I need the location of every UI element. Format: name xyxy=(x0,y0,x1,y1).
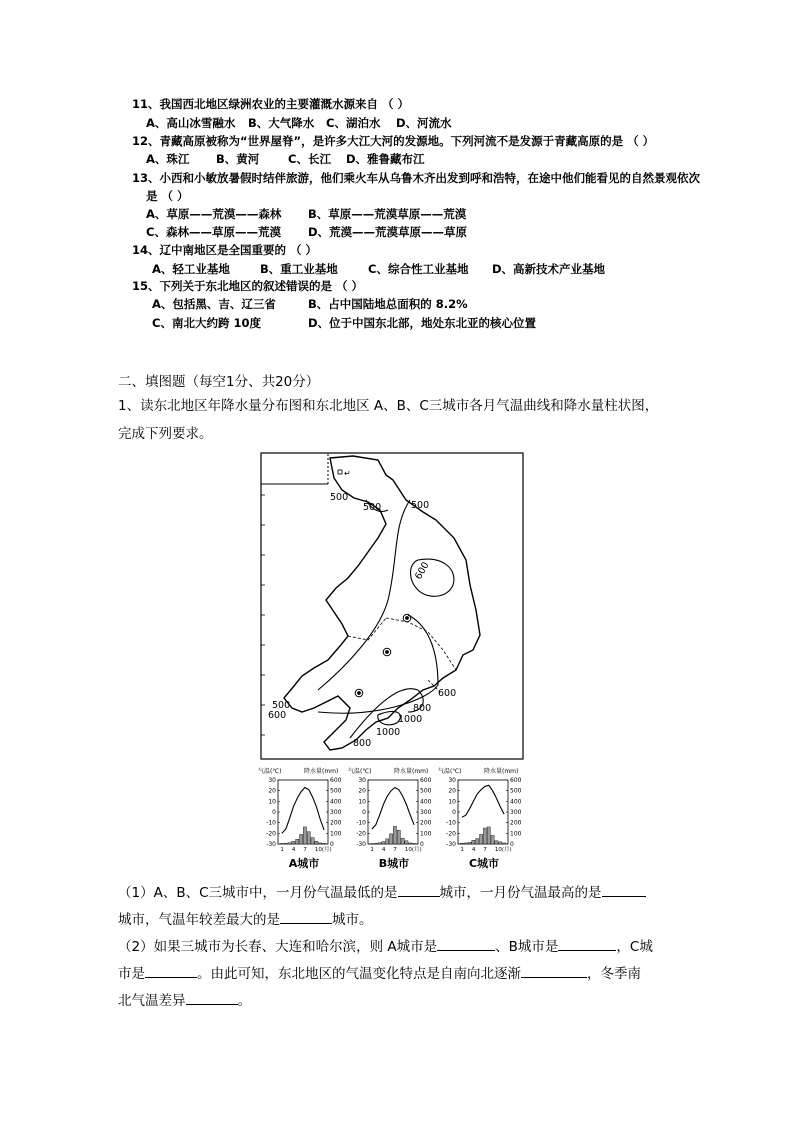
text: 。由此可知，东北地区的气温变化特点是自南向北逐渐 xyxy=(197,966,521,982)
isoline-label: 500 xyxy=(330,492,349,503)
answer-blank[interactable] xyxy=(602,882,646,897)
precipitation-bar xyxy=(319,843,322,844)
precipitation-bar xyxy=(389,834,392,844)
precipitation-bar xyxy=(315,841,318,844)
month-tick-label: 10(月) xyxy=(404,847,422,853)
text: 北气温差异 xyxy=(118,993,186,1009)
answer-blank[interactable] xyxy=(521,963,587,978)
option: C、综合性工业基地 xyxy=(368,262,469,276)
precipitation-axis-title: 降水量(mm) xyxy=(304,768,339,775)
city-label: C城市 xyxy=(468,857,500,870)
isoline-label: 800 xyxy=(413,703,432,714)
precipitation-tick-label: 400 xyxy=(510,798,522,806)
climate-chart xyxy=(438,766,528,872)
temperature-tick-label: -30 xyxy=(266,841,276,848)
precipitation-bar xyxy=(386,839,389,844)
precipitation-tick-label: 200 xyxy=(510,819,522,827)
option: C、长江 xyxy=(288,152,331,166)
precipitation-bar xyxy=(311,838,314,844)
temperature-tick-label: 0 xyxy=(362,809,366,816)
precipitation-bar xyxy=(303,827,306,844)
month-tick-label: 1 xyxy=(460,847,464,853)
temperature-tick-label: -30 xyxy=(446,841,456,848)
option: D、荒漠——荒漠草原——草原 xyxy=(308,225,468,239)
precipitation-axis-title: 降水量(mm) xyxy=(394,768,429,775)
fill-question-1-cont xyxy=(118,909,373,930)
temperature-tick-label: 0 xyxy=(272,809,276,816)
option: D、高新技术产业基地 xyxy=(492,262,606,276)
text: 城市，一月份气温最高的是 xyxy=(439,885,602,901)
precipitation-bar xyxy=(464,843,467,844)
precipitation-bar xyxy=(307,832,310,844)
question-13-stem: 13、小西和小敏放暑假时结伴旅游，他们乘火车从乌鲁木齐出发到呼和浩特，在途中他们能看见的自然景观依次 xyxy=(132,171,700,185)
answer-blank[interactable] xyxy=(280,909,332,924)
isoline-label: 1000 xyxy=(398,714,423,725)
precipitation-tick-label: 100 xyxy=(420,830,432,838)
temperature-tick-label: -30 xyxy=(356,841,366,848)
answer-blank[interactable] xyxy=(437,936,495,951)
fill-question-2 xyxy=(118,936,653,957)
month-tick-label: 4 xyxy=(291,847,296,853)
question-14-stem: 14、辽中南地区是全国重要的 （ ） xyxy=(132,243,318,257)
temperature-tick-label: 20 xyxy=(358,787,366,795)
city-label: B城市 xyxy=(378,857,410,870)
option: C、南北大约跨 10度 xyxy=(152,316,261,330)
question-13-options-row1 xyxy=(146,206,466,222)
option: A、高山冰雪融水 xyxy=(146,116,236,130)
precipitation-tick-label: 600 xyxy=(510,777,522,784)
option: D、河流水 xyxy=(396,116,452,130)
precipitation-bar xyxy=(401,838,404,844)
precipitation-tick-label: 200 xyxy=(330,819,342,827)
precipitation-tick-label: 0 xyxy=(510,841,514,848)
month-tick-label: 10(月) xyxy=(314,847,332,853)
isoline-label-rotated: 600 xyxy=(413,560,432,582)
temperature-curve xyxy=(372,788,414,830)
precipitation-bar xyxy=(476,839,479,844)
temperature-tick-label: 20 xyxy=(268,787,276,795)
precipitation-bar xyxy=(460,843,463,844)
temperature-axis-title: 气温(℃) xyxy=(438,768,462,775)
option: C、森林——草原——荒漠 xyxy=(146,225,281,239)
option: D、位于中国东北部，地处东北亚的核心位置 xyxy=(308,316,537,330)
isoline-label: 1000 xyxy=(376,727,401,738)
text: 城市，气温年较差最大的是 xyxy=(118,912,280,928)
precipitation-bar xyxy=(296,839,299,844)
month-tick-label: 7 xyxy=(303,847,307,853)
precipitation-tick-label: 400 xyxy=(420,798,432,806)
precipitation-tick-label: 200 xyxy=(420,819,432,827)
question-13-options-row2 xyxy=(146,224,467,240)
text: 城市。 xyxy=(332,912,373,928)
precipitation-bar xyxy=(499,842,502,844)
precipitation-tick-label: 400 xyxy=(330,798,342,806)
option: D、雅鲁藏布江 xyxy=(346,152,425,166)
precipitation-bar xyxy=(292,841,295,844)
month-tick-label: 10(月) xyxy=(494,847,512,853)
precipitation-bar xyxy=(412,843,415,844)
precipitation-bar xyxy=(491,835,494,844)
precipitation-tick-label: 100 xyxy=(330,830,342,838)
precipitation-bar xyxy=(299,834,302,844)
month-tick-label: 4 xyxy=(471,847,476,853)
question-11-options xyxy=(146,115,452,131)
temperature-tick-label: -20 xyxy=(266,830,276,838)
precipitation-tick-label: 600 xyxy=(330,777,342,784)
temperature-tick-label: 10 xyxy=(268,798,276,806)
temperature-tick-label: 20 xyxy=(448,787,456,795)
temperature-axis-title: 气温(℃) xyxy=(258,768,282,775)
isoline-label: 500 xyxy=(363,502,382,513)
month-tick-label: 1 xyxy=(280,847,284,853)
isoline-label: 500 xyxy=(272,700,291,711)
temperature-tick-label: -20 xyxy=(446,830,456,838)
option: B、黄河 xyxy=(216,152,260,166)
text: ，冬季南 xyxy=(587,966,641,982)
text: 。 xyxy=(237,993,251,1009)
city-label: A城市 xyxy=(288,857,320,870)
question-14-options xyxy=(152,261,605,277)
option: B、大气降水 xyxy=(248,116,315,130)
temperature-tick-label: 0 xyxy=(452,809,456,816)
fill-question-1 xyxy=(118,882,646,903)
isoline-label: 600 xyxy=(438,688,457,699)
precipitation-bar xyxy=(397,830,400,844)
precipitation-tick-label: 300 xyxy=(420,809,432,816)
climate-charts xyxy=(258,766,528,872)
section-intro: 1、读东北地区年降水量分布图和东北地区 A、B、C三城市各月气温曲线和降水量柱状图， xyxy=(118,398,659,414)
precipitation-tick-label: 600 xyxy=(420,777,432,784)
temperature-tick-label: -10 xyxy=(266,819,276,827)
option: A、包括黑、吉、辽三省 xyxy=(152,297,276,311)
precipitation-tick-label: 0 xyxy=(330,841,334,848)
text: 市是 xyxy=(118,966,145,982)
temperature-tick-label: 10 xyxy=(358,798,366,806)
precipitation-bar xyxy=(483,828,486,844)
month-tick-label: 1 xyxy=(370,847,374,853)
climate-chart xyxy=(348,766,438,872)
isoline-label: 800 xyxy=(353,738,372,749)
temperature-curve xyxy=(462,785,504,817)
precipitation-bar xyxy=(374,843,377,844)
precipitation-tick-label: 100 xyxy=(510,830,522,838)
temperature-axis-title: 气温(℃) xyxy=(348,768,372,775)
precipitation-axis-title: 降水量(mm) xyxy=(484,768,519,775)
temperature-tick-label: 30 xyxy=(358,777,366,784)
precipitation-bar xyxy=(405,841,408,844)
question-12-stem: 12、青藏高原被称为“世界屋脊”，是许多大江大河的发源地。下列河流不是发源于青藏高原的是 （ ） xyxy=(132,134,655,148)
temperature-tick-label: -10 xyxy=(446,819,456,827)
answer-blank[interactable] xyxy=(558,936,616,951)
option: A、草原——荒漠——森林 xyxy=(146,207,282,221)
option: A、珠江 xyxy=(146,152,190,166)
section-title: 二、填图题（每空1分、共20分） xyxy=(118,374,320,390)
text: 、B城市是 xyxy=(495,939,559,955)
isoline-label: 600 xyxy=(268,710,287,721)
temperature-tick-label: 10 xyxy=(448,798,456,806)
precipitation-bar xyxy=(382,842,385,844)
question-15-options-row2 xyxy=(152,315,536,331)
precipitation-tick-label: 0 xyxy=(420,841,424,848)
precipitation-bar xyxy=(468,842,471,844)
precipitation-bar xyxy=(284,843,287,844)
answer-blank[interactable] xyxy=(145,963,197,978)
temperature-curve xyxy=(282,788,324,834)
question-11-stem: 11、我国西北地区绿洲农业的主要灌溉水源来自 （ ） xyxy=(132,97,410,111)
precipitation-tick-label: 300 xyxy=(330,809,342,816)
answer-blank[interactable] xyxy=(186,990,238,1005)
precipitation-bar xyxy=(495,841,498,844)
figure xyxy=(258,450,528,875)
text: ，C城 xyxy=(616,939,653,955)
question-13-stem-cont: 是 （ ） xyxy=(146,189,189,203)
temperature-tick-label: 30 xyxy=(268,777,276,784)
answer-blank[interactable] xyxy=(398,882,440,897)
precipitation-tick-label: 500 xyxy=(330,787,342,795)
precipitation-bar xyxy=(322,843,325,844)
cursor-mark: ↵ xyxy=(344,469,351,478)
temperature-tick-label: -20 xyxy=(356,830,366,838)
precipitation-bar xyxy=(378,843,381,844)
option: C、湖泊水 xyxy=(326,116,381,130)
precipitation-bar xyxy=(479,834,482,844)
text: （2）如果三城市为长春、大连和哈尔滨，则 A城市是 xyxy=(118,939,438,955)
climate-chart xyxy=(258,766,348,872)
precipitation-bar xyxy=(409,843,412,844)
fill-question-2-cont2 xyxy=(118,990,251,1011)
month-tick-label: 7 xyxy=(483,847,487,853)
question-15-options-row1 xyxy=(152,296,468,312)
precipitation-tick-label: 500 xyxy=(420,787,432,795)
section-intro-cont: 完成下列要求。 xyxy=(118,426,213,442)
temperature-tick-label: 30 xyxy=(448,777,456,784)
month-tick-label: 7 xyxy=(393,847,397,853)
option: B、重工业基地 xyxy=(260,262,338,276)
question-12-options xyxy=(146,151,425,167)
question-15-stem: 15、下列关于东北地区的叙述错误的是 （ ） xyxy=(132,279,364,293)
precipitation-bar xyxy=(288,843,291,844)
option: A、轻工业基地 xyxy=(152,262,230,276)
precipitation-bar xyxy=(472,840,475,844)
month-tick-label: 4 xyxy=(381,847,386,853)
isoline-label: 500 xyxy=(411,500,430,511)
precipitation-tick-label: 500 xyxy=(510,787,522,795)
option: B、占中国陆地总面积的 8.2% xyxy=(308,297,468,311)
precipitation-bar xyxy=(393,826,396,844)
temperature-tick-label: -10 xyxy=(356,819,366,827)
fill-question-2-cont xyxy=(118,963,641,984)
precipitation-bar xyxy=(502,843,505,844)
option: B、草原——荒漠草原——荒漠 xyxy=(308,207,467,221)
text: （1）A、B、C三城市中，一月份气温最低的是 xyxy=(118,885,398,901)
precipitation-bar xyxy=(487,827,490,844)
precipitation-map xyxy=(258,450,528,765)
precipitation-tick-label: 300 xyxy=(510,809,522,816)
precipitation-bar xyxy=(280,843,283,844)
plot-frame xyxy=(458,780,508,844)
